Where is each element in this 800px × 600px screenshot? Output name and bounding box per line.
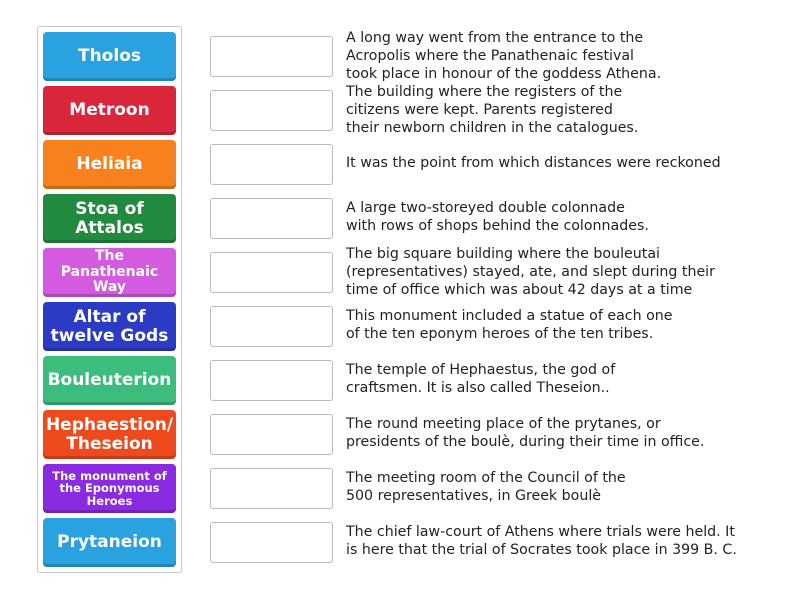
drop-slot[interactable] (210, 36, 333, 77)
drop-slot[interactable] (210, 522, 333, 563)
drop-slot[interactable] (210, 306, 333, 347)
description-text: The chief law-court of Athens where trials were held. It is here that the trial of Socrates took place in 399 B. C. (346, 524, 737, 558)
description-text: The temple of Hephaestus, the god of craftsmen. It is also called Theseion.. (346, 362, 616, 396)
drop-slot[interactable] (210, 198, 333, 239)
drop-slot[interactable] (210, 468, 333, 509)
description-text: The round meeting place of the prytanes, or presidents of the boulè, during their time in office. (346, 416, 705, 450)
drop-slot[interactable] (210, 144, 333, 185)
description-text: This monument included a statue of each one of the ten eponym heroes of the ten tribes. (346, 308, 673, 342)
answer-tile[interactable]: Tholos (43, 32, 176, 81)
drop-slot[interactable] (210, 252, 333, 293)
answer-tile[interactable]: Stoa of Attalos (43, 194, 176, 243)
answer-tile[interactable]: Altar of twelve Gods (43, 302, 176, 351)
answer-tile[interactable]: Bouleuterion (43, 356, 176, 405)
drop-slot[interactable] (210, 360, 333, 401)
answer-tile[interactable]: Prytaneion (43, 518, 176, 567)
description-text: It was the point from which distances were reckoned (346, 155, 721, 171)
description-text: The meeting room of the Council of the 500 representatives, in Greek boulè (346, 470, 626, 504)
answer-tile[interactable]: The monument of the Eponymous Heroes (43, 464, 176, 513)
answer-tile[interactable]: Metroon (43, 86, 176, 135)
answer-tile[interactable]: Heliaia (43, 140, 176, 189)
description-text: A large two-storeyed double colonnade with rows of shops behind the colonnades. (346, 200, 649, 234)
drop-slot[interactable] (210, 414, 333, 455)
answer-tile[interactable]: Hephaestion/ Theseion (43, 410, 176, 459)
description-text: A long way went from the entrance to the Acropolis where the Panathenaic festival took place in honour of the goddess Athena. (346, 30, 662, 82)
drop-slot[interactable] (210, 90, 333, 131)
answer-tile[interactable]: The Panathenaic Way (43, 248, 176, 297)
description-text: The building where the registers of the citizens were kept. Parents registered their newborn children in the catalogues. (346, 84, 639, 136)
description-text: The big square building where the bouleutai (representatives) stayed, ate, and slept during their time of office which was about 42 days at a time (346, 246, 715, 298)
